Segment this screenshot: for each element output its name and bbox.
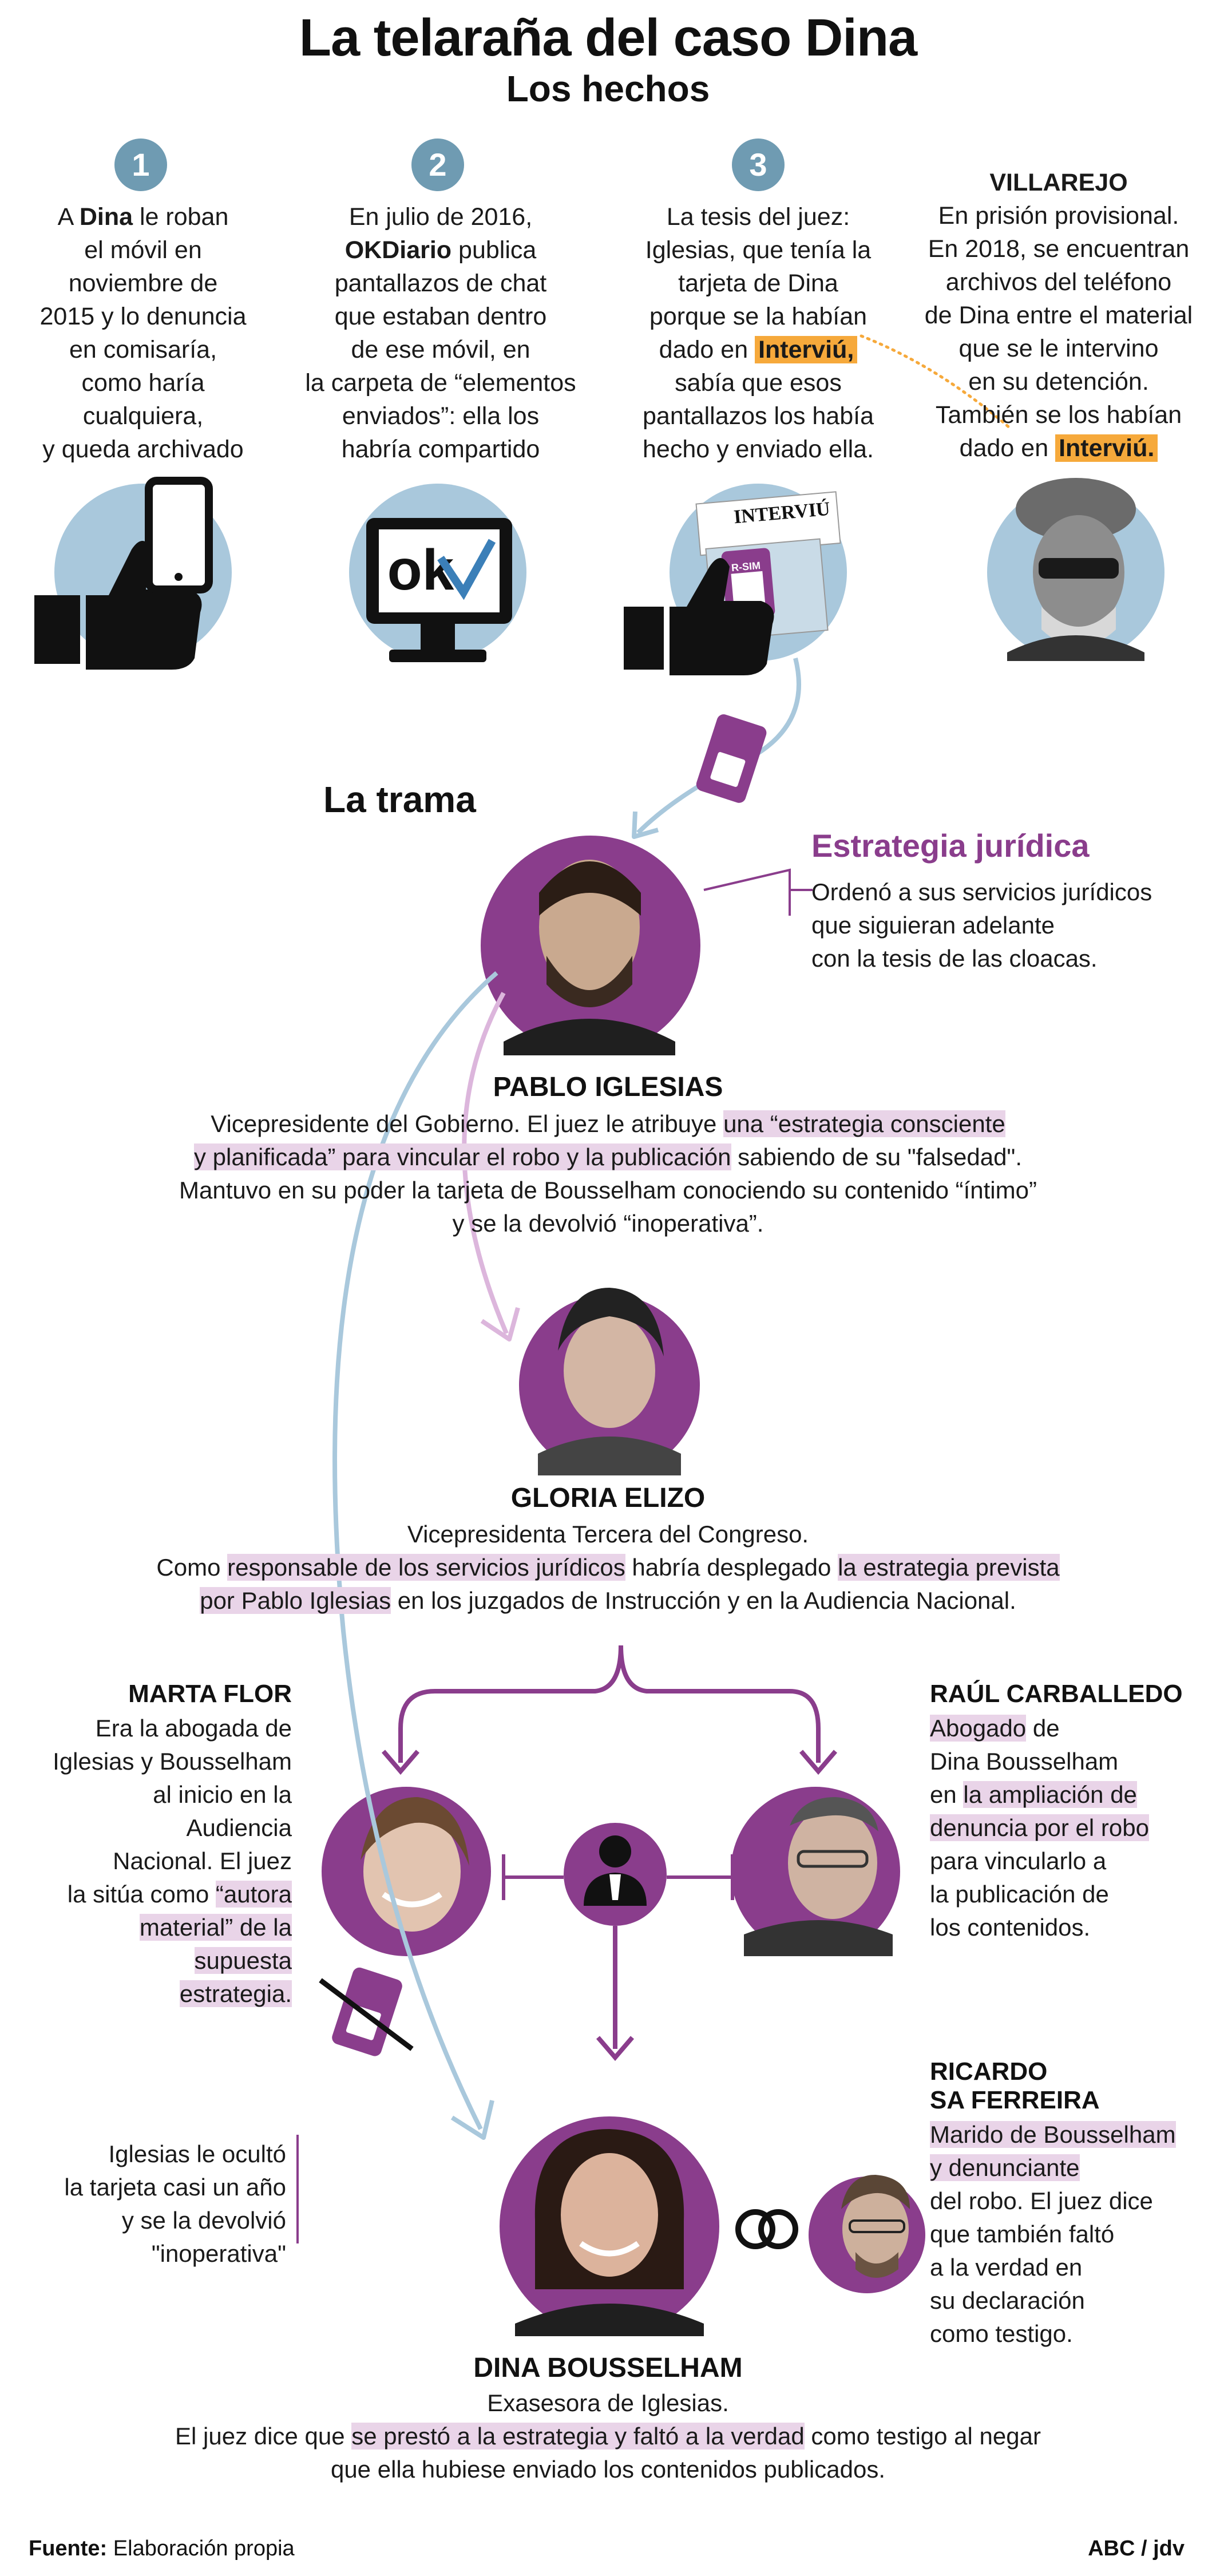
- fact-2-text: En julio de 2016, OKDiario publica pantallazos de chat que estaban dentro de ese móvil, en la carpeta de “elementos enviados”: ella los habría compartido: [305, 203, 576, 463]
- trama-heading: La trama: [323, 779, 476, 820]
- elizo-portrait: [519, 1288, 700, 1475]
- wedding-rings-icon: [738, 2212, 795, 2246]
- interviu-highlight: Interviú,: [755, 336, 857, 363]
- villarejo-interviu-highlight: Interviú.: [1055, 434, 1158, 462]
- bousselham-name: DINA BOUSSELHAM: [473, 2353, 743, 2383]
- fact-1-text: A Dina le roban el móvil en noviembre de 2015 y lo denuncia en comisaría, como haría cualquiera, y queda archivado: [39, 203, 247, 463]
- sa-ferreira-name: RICARDO SA FERREIRA: [930, 2057, 1100, 2114]
- strategy-text: Ordenó a sus servicios jurídicos que siguieran adelante con la tesis de las cloacas.: [811, 879, 1152, 972]
- bousselham-description: Exasesora de Iglesias. El juez dice que se prestó a la estrategia y faltó a la verdad como testigo al negar que ella hubiese enviado los contenidos publicados.: [175, 2389, 1041, 2483]
- fact-2-okdiario: OKDiario: [344, 236, 452, 264]
- sa-ferreira-text: RICARDO SA FERREIRA Marido de Bousselham y denunciante del robo. El juez dice que también faltó a la verdad en su declaración como testigo.: [930, 2057, 1205, 2351]
- iglesias-description: Vicepresidente del Gobierno. El juez le atribuye una “estrategia consciente y planificada” para vincular el robo y la publicación sabiendo de su "falsedad". Mantuvo en su poder la tarjeta de Bousselham conociendo su contenido “íntimo” y se la devolvió “inoperativa”.: [179, 1110, 1037, 1237]
- carballedo-text: RAÚL CARBALLEDO Abogado de Dina Bousselham en la ampliación de denuncia por el robo para vincularlo a la publicación de los contenidos.: [930, 1680, 1205, 1944]
- flor-text: MARTA FLOR Era la abogada de Iglesias y Bousselham al inicio en la Audiencia Nacional. El juez la sitúa como “autora material” de la supuesta estrategia.: [52, 1680, 292, 2011]
- card-note: Iglesias le ocultó la tarjeta casi un año y se la devolvió "inoperativa": [64, 2140, 286, 2267]
- flor-portrait: [322, 1787, 491, 1956]
- iglesias-portrait: [481, 836, 700, 1055]
- sim-label: R-SIM: [731, 559, 761, 574]
- fact-3-text: La tesis del juez: Iglesias, que tenía la tarjeta de Dina porque se la habían dado en Interviú, sabía que esos pantallazos los había hecho y enviado ella.: [642, 203, 874, 463]
- bousselham-portrait: [500, 2116, 719, 2336]
- carballedo-name: RAÚL CARBALLEDO: [930, 1680, 1183, 1708]
- person-icon: [504, 1823, 732, 1926]
- crossed-sim-card-icon: [330, 1966, 404, 2058]
- sa-ferreira-portrait: [809, 2175, 925, 2293]
- iglesias-name: PABLO IGLESIAS: [493, 1072, 723, 1102]
- fact-1-dina: Dina: [79, 203, 133, 231]
- strategy-title: Estrategia jurídica: [811, 828, 1090, 864]
- fact-2-badge: 2: [411, 139, 464, 191]
- fact-3-badge: 3: [732, 139, 785, 191]
- thumbs-up-phone-icon: [34, 481, 232, 670]
- villarejo-portrait: [987, 478, 1164, 661]
- villarejo-text: VILLAREJO En prisión provisional. En 2018, se encuentran archivos del teléfono de Dina entre el material que se le intervino en su detención. También se los habían dado en Interviú.: [910, 166, 1207, 465]
- elizo-description: Vicepresidenta Tercera del Congreso. Como responsable de los servicios jurídicos habría desplegado la estrategia prevista por Pablo Iglesias en los juzgados de Instrucción y en la Audiencia Nacional.: [156, 1521, 1060, 1614]
- sim-card-icon: [695, 713, 769, 805]
- flor-name: MARTA FLOR: [128, 1680, 292, 1708]
- elizo-name: GLORIA ELIZO: [510, 1483, 706, 1513]
- footer-credit: ABC / jdv: [1088, 2537, 1185, 2561]
- svg-text:ok: ok: [387, 538, 454, 602]
- newspaper-label: INTERVIÚ: [732, 498, 831, 528]
- page-title: La telaraña del caso Dina: [299, 9, 917, 67]
- villarejo-heading: VILLAREJO: [989, 169, 1128, 196]
- footer-source: Fuente: Elaboración propia: [29, 2537, 295, 2561]
- page-subtitle: Los hechos: [506, 68, 710, 109]
- fact-1-badge: 1: [114, 139, 167, 191]
- ok-monitor-icon: [349, 484, 526, 662]
- carballedo-portrait: [731, 1787, 900, 1956]
